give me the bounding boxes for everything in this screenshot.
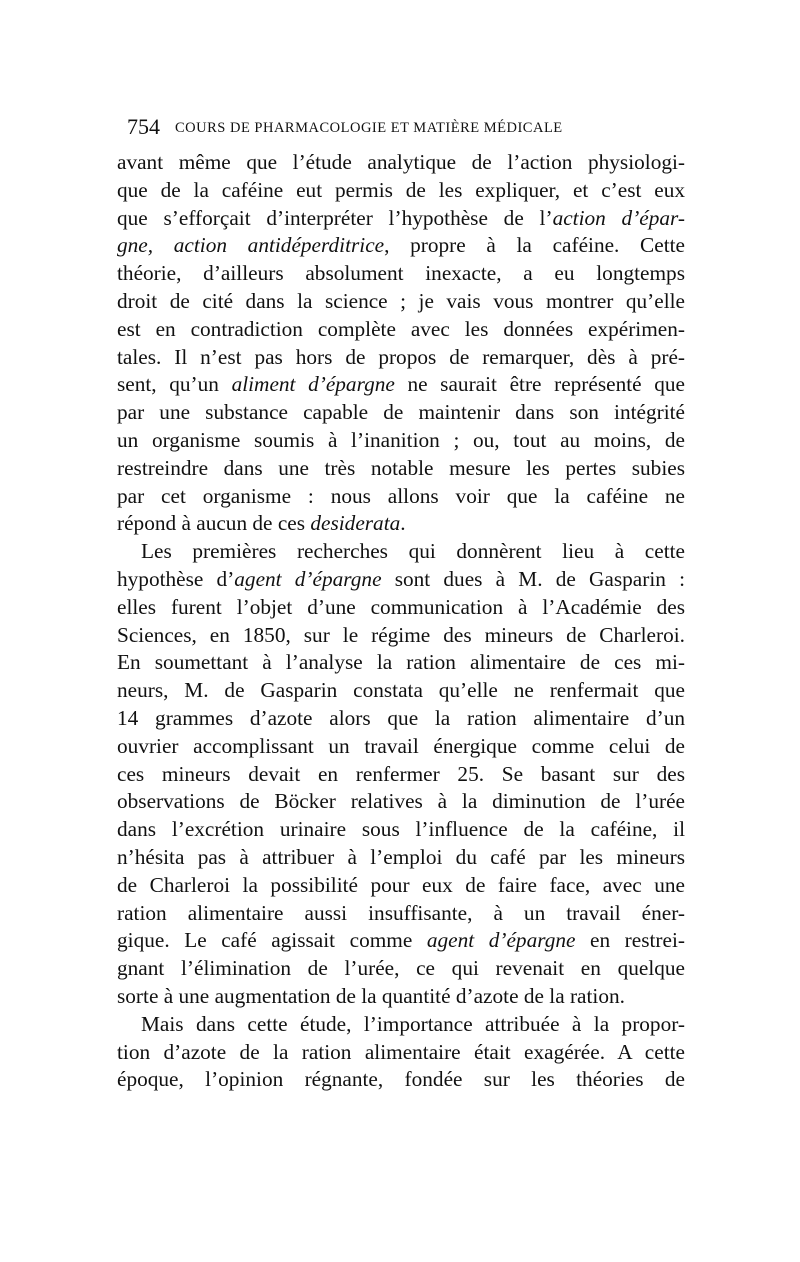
text-line [117, 149, 685, 177]
text-segment: un organisme soumis à l’inanition ; ou, tout au moins, de [117, 427, 685, 452]
text-line [117, 761, 685, 789]
text-segment: par cet organisme : nous allons voir que la caféine ne [117, 483, 685, 508]
text-segment: . [400, 511, 406, 536]
text-segment: observations de Böcker relatives à la diminution de l’urée [117, 789, 685, 814]
text-line [117, 399, 685, 427]
text-segment: gnant l’élimination de l’urée, ce qui revenait en quelque [117, 956, 685, 981]
text-segment: théorie, d’ailleurs absolument inexacte, a eu longtemps [117, 261, 685, 286]
text-line [117, 705, 685, 733]
text-line [117, 1039, 685, 1067]
text-line [117, 788, 685, 816]
text-segment: 14 grammes d’azote alors que la ration alimentaire d’un [117, 705, 685, 730]
italic-text: agent d’épargne [426, 928, 576, 953]
text-segment: neurs, M. de Gasparin constata qu’elle ne renfermait que [117, 678, 685, 703]
page-header [127, 114, 667, 144]
text-segment: gique. Le café agissait comme [117, 928, 427, 953]
text-segment: Mais dans cette étude, l’importance attribuée à la propor- [141, 1011, 685, 1036]
text-segment: répond à aucun de ces [117, 511, 311, 536]
text-segment: par une substance capable de maintenir dans son intégrité [117, 400, 685, 425]
text-segment: sorte à une augmentation de la quantité d’azote de la ration. [117, 983, 625, 1008]
text-segment: n’hésita pas à attribuer à l’emploi du café par les mineurs [117, 844, 685, 869]
italic-text: gne, action antidéperditrice [117, 233, 385, 258]
text-line [117, 316, 685, 344]
text-line [117, 344, 685, 372]
text-line [117, 371, 685, 399]
text-segment: elles furent l’objet d’une communication à l’Académie des [117, 594, 685, 619]
text-line [117, 288, 685, 316]
text-segment: que s’efforçait d’interpréter l’hypothèse de l’ [117, 205, 553, 230]
text-line [117, 510, 685, 538]
italic-text: aliment d’épargne [231, 372, 395, 397]
paragraph [117, 538, 685, 1011]
text-segment: dans l’excrétion urinaire sous l’influence de la caféine, il [117, 817, 685, 842]
paragraph [117, 149, 685, 538]
text-segment: en restrei- [575, 928, 685, 953]
text-line [117, 205, 685, 233]
text-segment: ration alimentaire aussi insuffisante, à un travail éner- [117, 900, 685, 925]
italic-text: desiderata [310, 511, 401, 536]
page-number: 754 [127, 114, 160, 139]
text-segment: sont dues à M. de Gasparin : [381, 566, 685, 591]
text-segment: sent, qu’un [117, 372, 232, 397]
text-line [117, 844, 685, 872]
text-line [117, 900, 685, 928]
text-segment: restreindre dans une très notable mesure les pertes subies [117, 455, 685, 480]
text-line [117, 538, 685, 566]
text-segment: hypothèse d’ [117, 566, 235, 591]
text-segment: de Charleroi la possibilité pour eux de faire face, avec une [117, 872, 685, 897]
text-segment: est en contradiction complète avec les données expérimen- [117, 316, 685, 341]
paragraph [117, 1011, 685, 1094]
text-line [117, 983, 685, 1011]
text-segment: ne saurait être représenté que [394, 372, 685, 397]
text-line [117, 566, 685, 594]
running-title: COURS DE PHARMACOLOGIE ET MATIÈRE MÉDICALE [175, 120, 563, 136]
italic-text: agent d’épargne [234, 566, 382, 591]
text-segment: Sciences, en 1850, sur le régime des mineurs de Charleroi. [117, 622, 685, 647]
text-line [117, 927, 685, 955]
text-line [117, 872, 685, 900]
text-line [117, 816, 685, 844]
text-segment: que de la caféine eut permis de les expliquer, et c’est eux [117, 177, 685, 202]
italic-text: action d’épar- [552, 205, 685, 230]
text-line [117, 177, 685, 205]
text-segment: avant même que l’étude analytique de l’action physiologi- [117, 150, 685, 174]
text-segment: tales. Il n’est pas hors de propos de remarquer, dès à pré- [117, 344, 685, 369]
text-line [117, 594, 685, 622]
text-segment: En soumettant à l’analyse la ration alimentaire de ces mi- [117, 650, 685, 675]
text-line [117, 260, 685, 288]
text-line [117, 427, 685, 455]
text-segment: , propre à la caféine. Cette [384, 233, 685, 258]
text-segment: ces mineurs devait en renfermer 25. Se basant sur des [117, 761, 685, 786]
text-line [117, 955, 685, 983]
text-line [117, 622, 685, 650]
text-segment: Les premières recherches qui donnèrent lieu à cette [141, 539, 685, 564]
text-line [117, 733, 685, 761]
text-line [117, 483, 685, 511]
body-text [117, 149, 685, 1094]
text-line [117, 1066, 685, 1094]
text-line [117, 1011, 685, 1039]
text-line [117, 677, 685, 705]
text-segment: époque, l’opinion régnante, fondée sur les théories de [117, 1067, 685, 1092]
text-line [117, 232, 685, 260]
text-line [117, 455, 685, 483]
text-segment: droit de cité dans la science ; je vais vous montrer qu’elle [117, 288, 685, 313]
text-line [117, 649, 685, 677]
text-segment: ouvrier accomplissant un travail énergique comme celui de [117, 733, 685, 758]
text-segment: tion d’azote de la ration alimentaire était exagérée. A cette [117, 1039, 685, 1064]
